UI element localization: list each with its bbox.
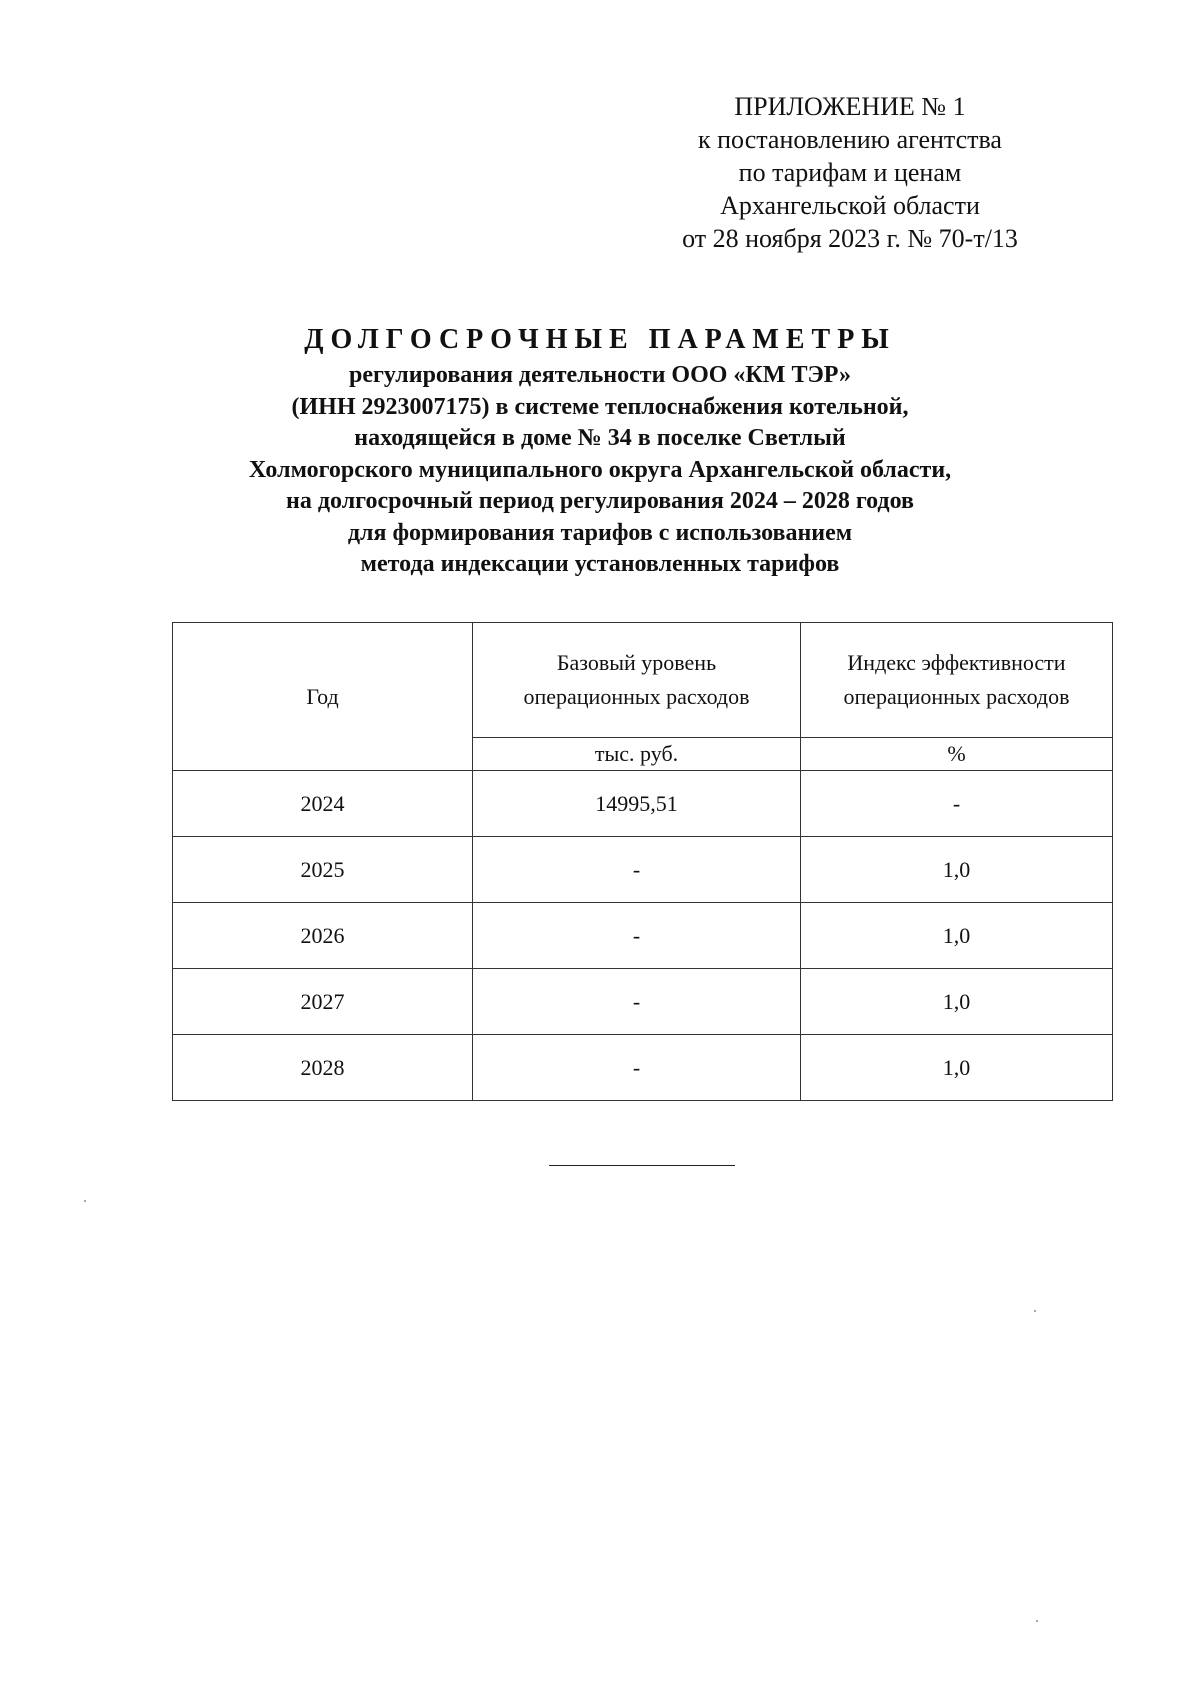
cell-index: 1,0 [801, 1035, 1113, 1101]
document-title [150, 322, 1050, 581]
cell-index: 1,0 [801, 837, 1113, 903]
title-line: (ИНН 2923007175) в системе теплоснабжения котельной, [291, 393, 909, 420]
scan-speck [1036, 1620, 1038, 1622]
table-row [173, 903, 1113, 969]
title-line: для формирования тарифов с использованием [347, 519, 853, 546]
appendix-block [650, 90, 1050, 255]
cell-year: 2024 [173, 771, 473, 837]
table-row [173, 771, 1113, 837]
cell-base: - [473, 969, 801, 1035]
header-year: Год [173, 623, 473, 771]
cell-year: 2026 [173, 903, 473, 969]
title-line: метода индексации установленных тарифов [360, 551, 840, 577]
appendix-line: от 28 ноября 2023 г. № 70-т/13 [682, 224, 1018, 253]
table-row [173, 969, 1113, 1035]
title-heading: ДОЛГОСРОЧНЫЕ ПАРАМЕТРЫ [304, 324, 896, 355]
table-header-row [173, 623, 1113, 738]
cell-base: - [473, 837, 801, 903]
cell-year: 2027 [173, 969, 473, 1035]
table-row [173, 1035, 1113, 1101]
cell-base: 14995,51 [473, 771, 801, 837]
header-index-line: Индекс эффективности [847, 650, 1066, 675]
scan-speck [1034, 1310, 1036, 1312]
header-base-line: Базовый уровень [556, 650, 717, 675]
parameters-table [172, 622, 1113, 1101]
unit-index: % [801, 738, 1113, 771]
cell-year: 2025 [173, 837, 473, 903]
title-line: регулирования деятельности ООО «КМ ТЭР» [348, 362, 852, 388]
appendix-line: ПРИЛОЖЕНИЕ № 1 [734, 92, 966, 121]
cell-base: - [473, 903, 801, 969]
header-index-line: операционных расходов [843, 684, 1070, 709]
cell-year: 2028 [173, 1035, 473, 1101]
cell-base: - [473, 1035, 801, 1101]
appendix-line: к постановлению агентства [698, 125, 1002, 154]
end-divider [549, 1165, 735, 1166]
appendix-line: Архангельской области [720, 191, 980, 220]
header-efficiency-index [801, 623, 1113, 738]
title-line: Холмогорского муниципального округа Архангельской области, [248, 456, 952, 483]
title-line: находящейся в доме № 34 в поселке Светлый [354, 425, 846, 451]
header-base-line: операционных расходов [523, 684, 750, 709]
scan-speck [84, 1200, 86, 1202]
table-row [173, 837, 1113, 903]
unit-base: тыс. руб. [473, 738, 801, 771]
cell-index: 1,0 [801, 969, 1113, 1035]
header-base-level [473, 623, 801, 738]
title-line: на долгосрочный период регулирования 2024 – 2028 годов [286, 488, 914, 514]
appendix-line: по тарифам и ценам [738, 158, 962, 187]
cell-index: 1,0 [801, 903, 1113, 969]
cell-index: - [801, 771, 1113, 837]
